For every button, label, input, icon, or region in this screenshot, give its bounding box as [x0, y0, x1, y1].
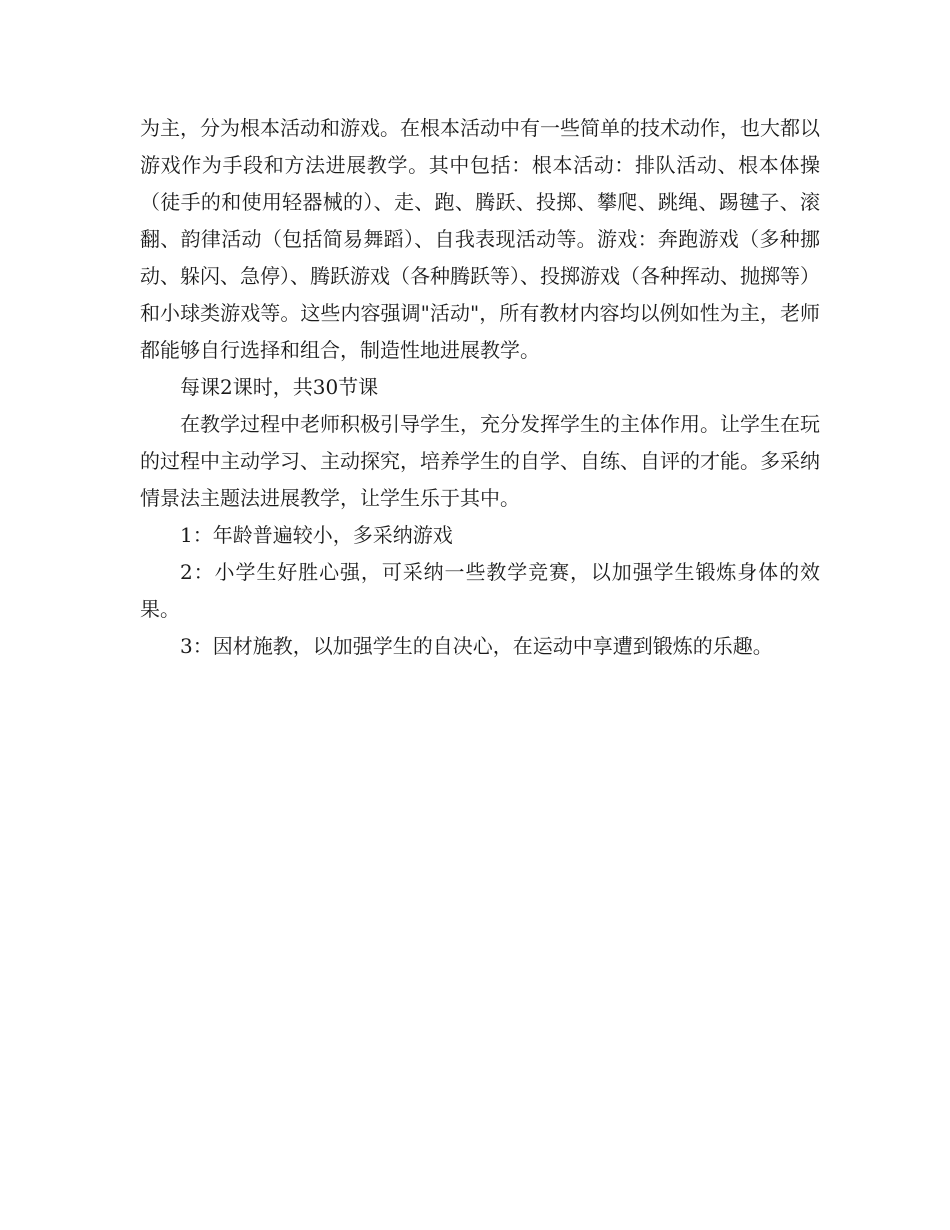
paragraph-lesson-count: 每课2课时，共30节课 — [180, 375, 379, 399]
paragraph-measure-3: 3：因材施教，以加强学生的自决心，在运动中享遭到锻炼的乐趣。 — [180, 634, 773, 658]
document-body — [140, 110, 820, 665]
paragraph-measure-2: 2：小学生好胜心强，可采纳一些教学竞赛，以加强学生锻炼身体的效果。 — [140, 560, 820, 621]
paragraph-teaching-method: 在教学过程中老师积极引导学生，充分发挥学生的主体作用。让学生在玩的过程中主动学习、主动探究，培养学生的自学、自练、自评的才能。多采纳情景法主题法进展教学，让学生乐于其中。 — [140, 412, 820, 510]
paragraph-measure-1: 1：年龄普遍较小，多采纳游戏 — [180, 523, 453, 547]
paragraph-content-intro: 为主，分为根本活动和游戏。在根本活动中有一些简单的技术动作，也大都以游戏作为手段和方法进展教学。其中包括：根本活动：排队活动、根本体操（徒手的和使用轻器械的）、走、跑、腾跃、投掷、攀爬、跳绳、踢毽子、滚翻、韵律活动（包括简易舞蹈）、自我表现活动等。游戏：奔跑游戏（多种挪动、躲闪、急停）、腾跃游戏（各种腾跃等）、投掷游戏（各种挥动、抛掷等）和小球类游戏等。这些内容强调"活动"，所有教材内容均以例如性为主，老师都能够自行选择和组合，制造性地进展教学。 — [140, 116, 820, 362]
